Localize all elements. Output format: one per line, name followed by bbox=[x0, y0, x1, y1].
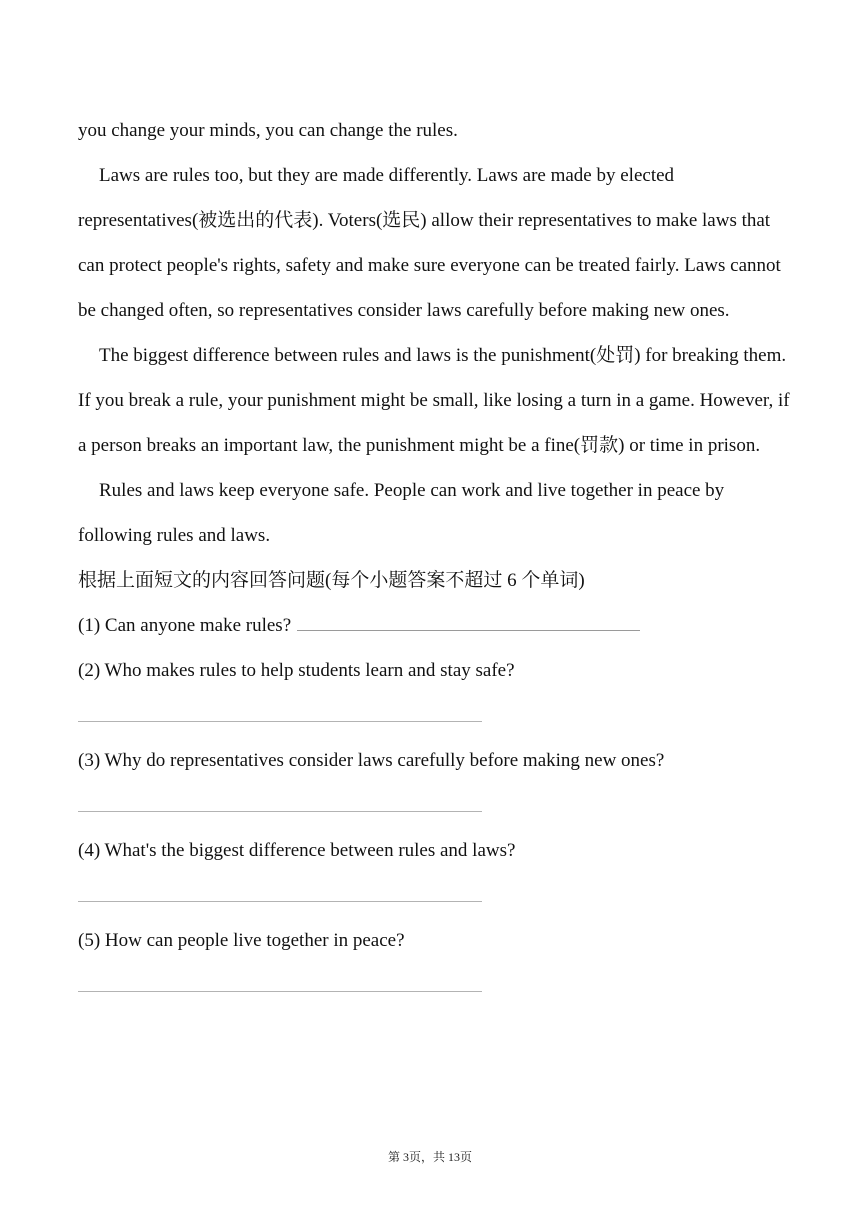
answer-blank-4[interactable] bbox=[78, 873, 790, 918]
answer-blank-3[interactable] bbox=[78, 783, 790, 828]
passage-paragraph-conclusion: Rules and laws keep everyone safe. People can work and live together in peace by following rules and laws. bbox=[78, 480, 725, 546]
passage-paragraph-laws: Laws are rules too, but they are made differently. Laws are made by elected representatives(被选出的代表). Voters(选民) allow their representatives to make laws that can protect people's rights, safety and make sure everyone can be treated fairly. Laws cannot be changed often, so representatives consider laws carefully before making new ones. bbox=[78, 165, 781, 321]
question-2-text: (2) Who makes rules to help students learn and stay safe? bbox=[78, 660, 515, 681]
document-body bbox=[78, 108, 790, 1008]
answer-blank-2[interactable] bbox=[78, 693, 790, 738]
question-5-text: (5) How can people live together in peace? bbox=[78, 930, 405, 951]
instructions-text: 根据上面短文的内容回答问题(每个小题答案不超过 6 个单词) bbox=[78, 570, 585, 591]
passage-paragraph-punishment: The biggest difference between rules and laws is the punishment(处罚) for breaking them. If you break a rule, your punishment might be small, like losing a turn in a game. However, if a person breaks an important law, the punishment might be a fine(罚款) or time in prison. bbox=[78, 345, 790, 456]
question-1-text: (1) Can anyone make rules? bbox=[78, 615, 292, 636]
question-4-text: (4) What's the biggest difference between rules and laws? bbox=[78, 840, 516, 861]
answer-blank-5[interactable] bbox=[78, 963, 790, 1008]
question-3-text: (3) Why do representatives consider laws carefully before making new ones? bbox=[78, 750, 665, 771]
question-1 bbox=[78, 603, 790, 648]
answer-blank-1[interactable] bbox=[297, 610, 640, 631]
page-number-footer: 第 3页，共 13页 bbox=[387, 1150, 472, 1164]
passage-paragraph-continued: you change your minds, you can change the rules. bbox=[78, 120, 458, 141]
